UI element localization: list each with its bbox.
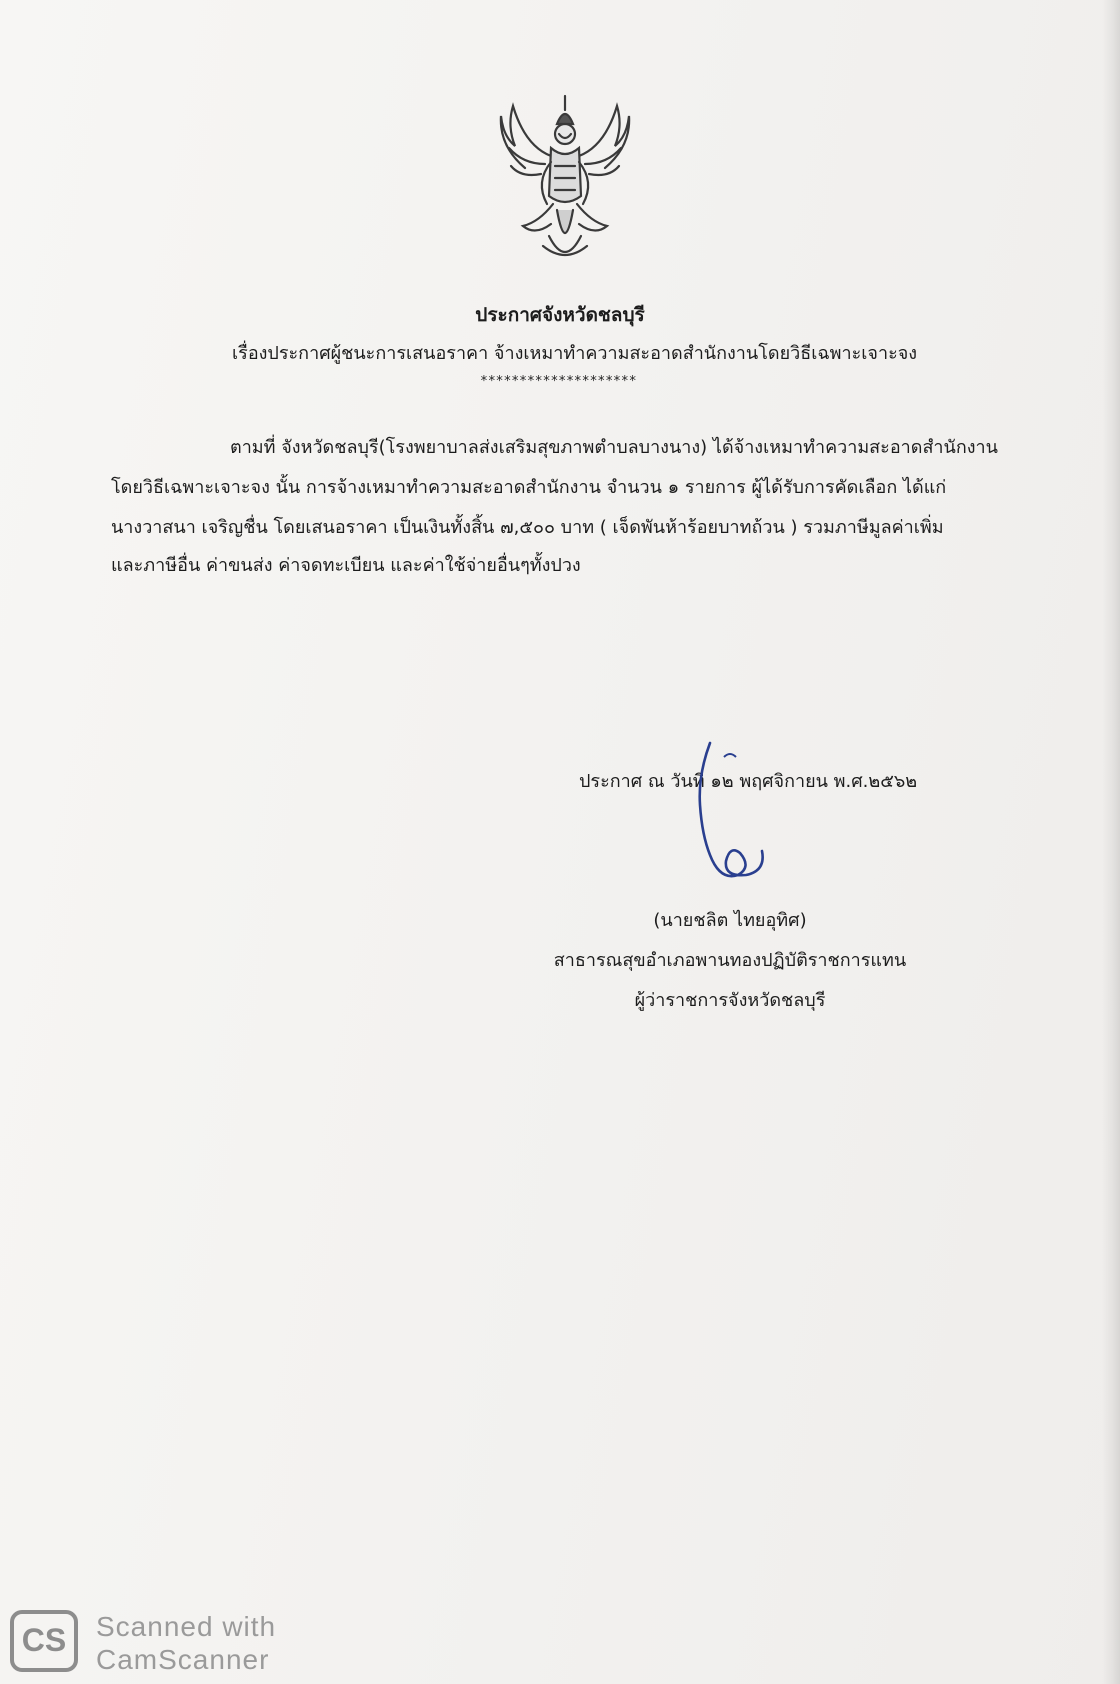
garuda-emblem-icon [495,86,635,268]
announcement-subject: เรื่องประกาศผู้ชนะการเสนอราคา จ้างเหมาทำความสะอาดสำนักงานโดยวิธีเฉพาะเจาะจง [232,343,918,364]
body-line: โดยวิธีเฉพาะเจาะจง นั้น การจ้างเหมาทำความสะอาดสำนักงาน จำนวน ๑ รายการ ผู้ได้รับการคัดเลือก ได้แก่ [111,477,947,498]
page-edge-shadow [1102,0,1120,1684]
body-line: และภาษีอื่น ค่าขนส่ง ค่าจดทะเบียน และค่าใช้จ่ายอื่นๆทั้งปวง [111,555,581,576]
camscanner-logo-icon: CS [10,1610,78,1672]
signatory-position: สาธารณสุขอำเภอพานทองปฏิบัติราชการแทน [553,950,907,971]
announcement-title: ประกาศจังหวัดชลบุรี [475,304,645,326]
watermark-line2: CamScanner [96,1644,270,1675]
watermark-line1: Scanned with [96,1611,277,1642]
signatory-authority: ผู้ว่าราชการจังหวัดชลบุรี [634,990,826,1011]
camscanner-watermark [10,1610,290,1680]
announcement-date: ประกาศ ณ วันที่ ๑๒ พฤศจิกายน พ.ศ.๒๕๖๒ [579,771,918,792]
body-line: นางวาสนา เจริญชื่น โดยเสนอราคา เป็นเงินทั้งสิ้น ๗,๕๐๐ บาท ( เจ็ดพันห้าร้อยบาทถ้วน ) รวมภาษีมูลค่าเพิ่ม [111,517,944,538]
signature-block [540,905,920,1025]
signatory-name: (นายชลิต ไทยอุทิศ) [653,910,807,931]
separator: ******************** [480,374,637,389]
watermark-text [96,1610,276,1676]
handwritten-signature [690,735,790,885]
body-line: ตามที่ จังหวัดชลบุรี(โรงพยาบาลส่งเสริมสุขภาพตำบลบางนาง) ได้จ้างเหมาทำความสะอาดสำนักงาน [230,437,998,458]
